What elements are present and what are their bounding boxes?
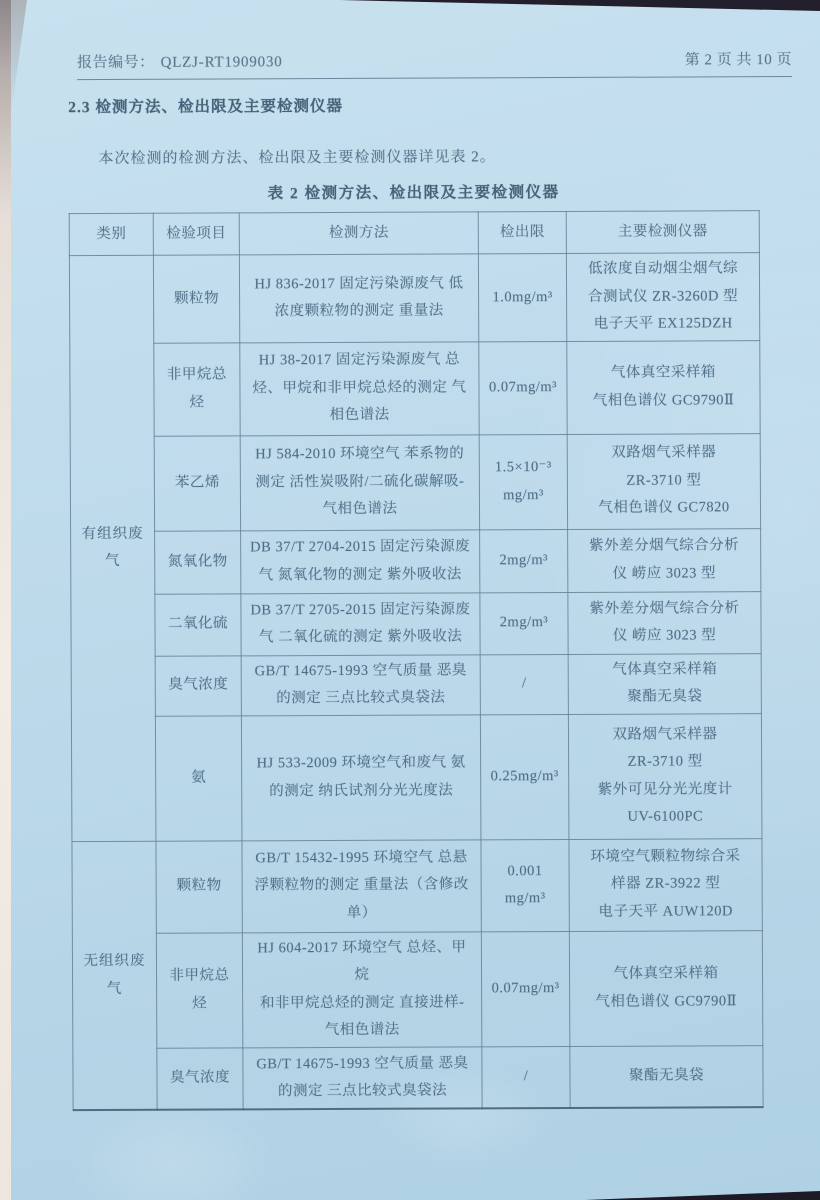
cell-item: 氮氧化物: [155, 531, 241, 594]
cell-item: 颗粒物: [156, 841, 242, 933]
cell-limit: /: [482, 1046, 570, 1108]
cell-instrument: 环境空气颗粒物综合采 样器 ZR-3922 型 电子天平 AUW120D: [569, 838, 762, 931]
report-number-label: 报告编号：: [77, 54, 155, 72]
col-header-category: 类别: [69, 213, 153, 255]
table-row: [69, 253, 759, 344]
page-left-edge: [0, 0, 11, 1200]
cell-limit: 1.5×10⁻³ mg/m³: [479, 434, 567, 529]
table-row: [70, 433, 760, 531]
page-number: 第 2 页 共 10 页: [684, 52, 793, 69]
table-row: [73, 1046, 763, 1111]
cell-limit: 1.0mg/m³: [478, 253, 566, 341]
col-header-limit: 检出限: [478, 211, 566, 253]
cell-method: HJ 584-2010 环境空气 苯系物的 测定 活性炭吸附/二硫化碳解吸- 气相色谱法: [240, 435, 479, 531]
category-organized-exhaust: 有组织废 气: [69, 255, 156, 841]
cell-instrument: 双路烟气采样器 ZR-3710 型 紫外可见分光光度计 UV-6100PC: [568, 713, 762, 839]
cell-instrument: 低浓度自动烟尘烟气综 合测试仪 ZR-3260D 型 电子天平 EX125DZH: [566, 253, 759, 341]
cell-limit: 0.001 mg/m³: [481, 839, 569, 931]
col-header-instrument: 主要检测仪器: [566, 211, 759, 254]
table-row: [71, 653, 761, 716]
cell-method: GB/T 14675-1993 空气质量 恶臭 的测定 三点比较式臭袋法: [243, 1047, 482, 1110]
cell-instrument: 聚酯无臭袋: [570, 1046, 763, 1109]
cell-limit: /: [480, 654, 568, 714]
report-number-value: QLZJ-RT1909030: [160, 54, 283, 71]
table-row: [71, 713, 762, 841]
col-header-method: 检测方法: [239, 212, 478, 255]
cell-method: HJ 533-2009 环境空气和废气 氨 的测定 纳氏试剂分光光度法: [241, 715, 481, 841]
cell-item: 臭气浓度: [155, 656, 241, 716]
cell-item: 氨: [155, 716, 242, 841]
section-title: 2.3 检测方法、检出限及主要检测仪器: [68, 97, 344, 117]
cell-instrument: 双路烟气采样器 ZR-3710 型 气相色谱仪 GC7820: [567, 433, 760, 529]
cell-instrument: 气体真空采样箱 气相色谱仪 GC9790Ⅱ: [569, 930, 763, 1046]
cell-method: HJ 604-2017 环境空气 总烃、甲烷 和非甲烷总烃的测定 直接进样- 气相色谱法: [242, 932, 482, 1048]
cell-item: 苯乙烯: [154, 436, 240, 531]
cell-limit: 2mg/m³: [480, 529, 568, 592]
cell-method: GB/T 15432-1995 环境空气 总悬 浮颗粒物的测定 重量法（含修改 单）: [242, 840, 481, 933]
cell-method: DB 37/T 2705-2015 固定污染源废 气 二氧化硫的测定 紫外吸收法: [241, 593, 480, 656]
cell-method: HJ 38-2017 固定污染源废气 总 烃、甲烷和非甲烷总烃的测定 气 相色谱法: [240, 342, 479, 436]
table-row: [72, 838, 762, 933]
table-row: [72, 930, 762, 1048]
report-number: [77, 50, 283, 72]
cell-instrument: 紫外差分烟气综合分析 仪 崂应 3023 型: [568, 528, 761, 592]
cell-instrument: 气体真空采样箱 气相色谱仪 GC9790Ⅱ: [567, 340, 760, 434]
cell-method: GB/T 14675-1993 空气质量 恶臭 的测定 三点比较式臭袋法: [241, 655, 480, 716]
page-content: [11, 48, 820, 1112]
document-header: [77, 48, 792, 80]
cell-item: 颗粒物: [153, 255, 239, 343]
col-header-item: 检验项目: [153, 213, 239, 255]
cell-item: 臭气浓度: [157, 1048, 243, 1110]
cell-item: 二氧化硫: [155, 594, 241, 656]
document-page: [11, 0, 820, 1200]
cell-instrument: 紫外差分烟气综合分析 仪 崂应 3023 型: [568, 591, 761, 654]
cell-limit: 0.25mg/m³: [480, 714, 569, 839]
cell-method: DB 37/T 2704-2015 固定污染源废 气 氮氧化物的测定 紫外吸收法: [241, 530, 480, 594]
cell-limit: 2mg/m³: [480, 592, 568, 654]
cell-instrument: 气体真空采样箱 聚酯无臭袋: [568, 653, 761, 714]
table-row: [71, 591, 761, 656]
cell-limit: 0.07mg/m³: [479, 341, 567, 434]
table-header-row: [69, 211, 759, 256]
cell-item: 非甲烷总烃: [154, 343, 240, 436]
methods-table: [69, 210, 764, 1111]
cell-item: 非甲烷总烃: [156, 933, 243, 1049]
category-fugitive-exhaust: 无组织废 气: [72, 841, 157, 1111]
table-caption: 表 2 检测方法、检出限及主要检测仪器: [267, 184, 560, 203]
intro-paragraph: 本次检测的检测方法、检出限及主要检测仪器详见表 2。: [98, 149, 496, 168]
cell-limit: 0.07mg/m³: [481, 931, 570, 1047]
cell-method: HJ 836-2017 固定污染源废气 低 浓度颗粒物的测定 重量法: [239, 254, 478, 343]
table-row: [70, 340, 760, 436]
table-row: [71, 528, 761, 594]
